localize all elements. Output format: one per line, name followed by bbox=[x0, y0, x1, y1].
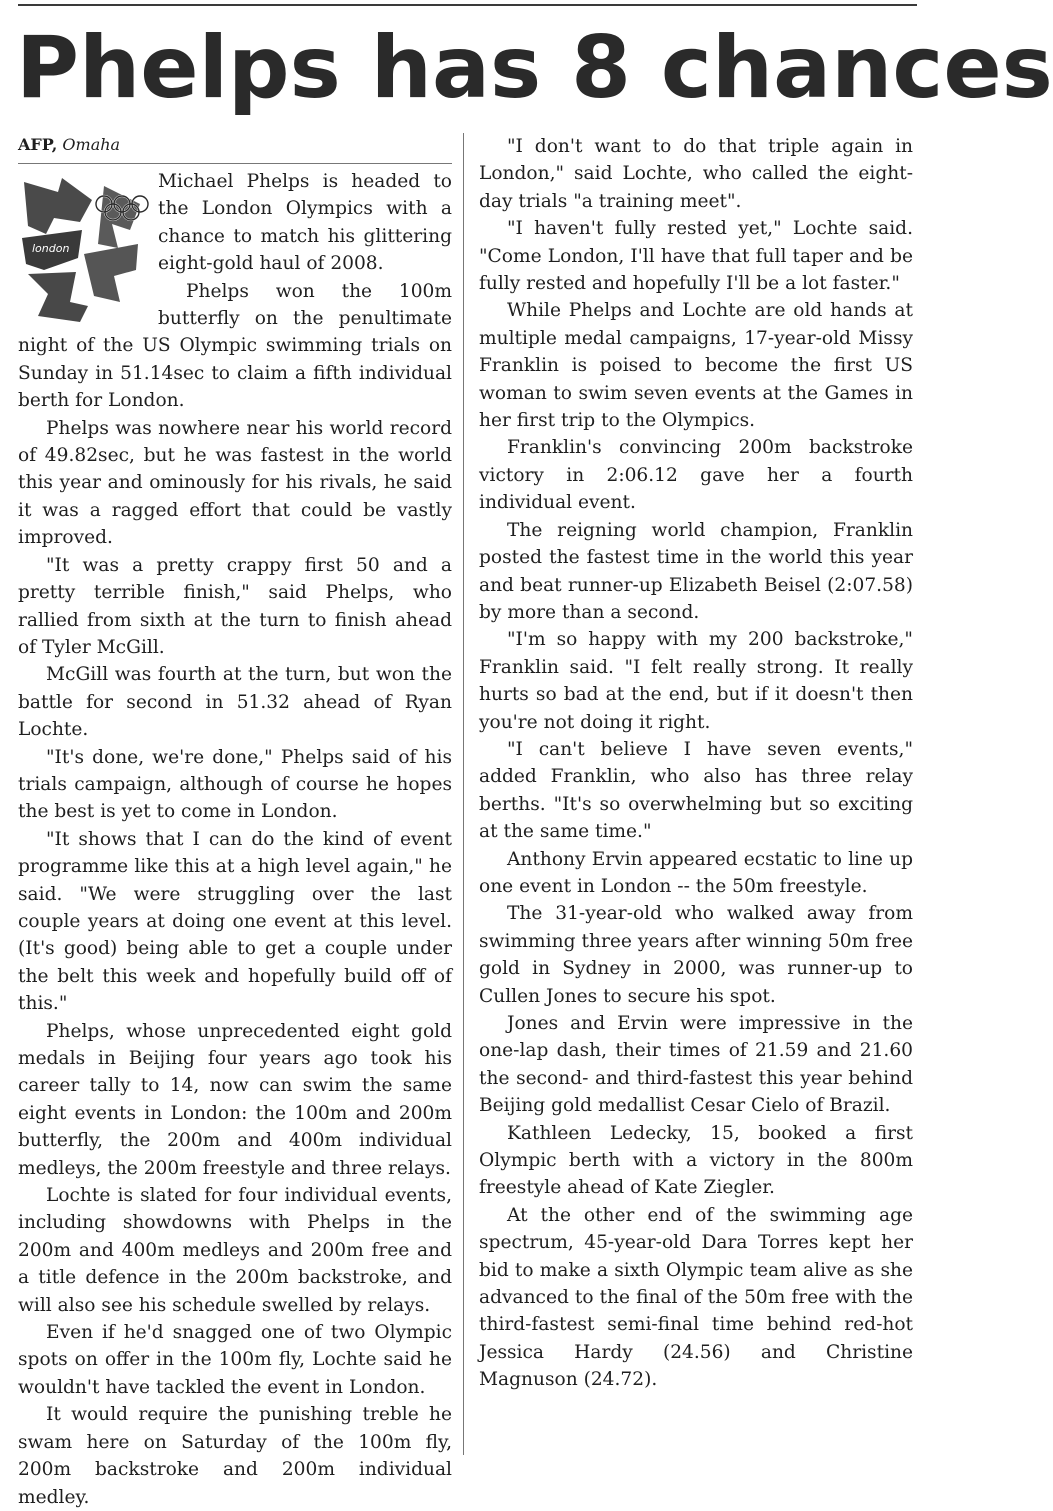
paragraph: Phelps was nowhere near his world record of 49.82sec, but he was fastest in the world this year and ominously for his rivals, he said it was a ragged effort that could be vastly improved. bbox=[18, 417, 452, 549]
paragraph: The 31-year-old who walked away from swimming three years after winning 50m free gold in Sydney in 2000, was runner-up to Cullen Jones to secure his spot. bbox=[479, 903, 913, 1007]
byline-rule bbox=[18, 163, 452, 164]
paragraph: "It was a pretty crappy first 50 and a pretty terrible finish," said Phelps, who rallied from sixth at the turn to finish ahead of Tyler McGill. bbox=[18, 554, 452, 658]
paragraph: "I can't believe I have seven events," added Franklin, who also has three relay berths. "It's so overwhelming but so exciting at the same time." bbox=[479, 738, 913, 843]
paragraph: It would require the punishing treble he swam here on Saturday of the 100m fly, 200m backstroke and 200m individual medley. bbox=[18, 1404, 452, 1508]
paragraph: "I don't want to do that triple again in London," said Lochte, who called the eight-day trials "a training meet". bbox=[479, 136, 913, 212]
paragraph: Anthony Ervin appeared ecstatic to line up one event in London -- the 50m freestyle. bbox=[479, 848, 913, 897]
paragraph: "I'm so happy with my 200 backstroke," Franklin said. "I felt really strong. It really hurts so bad at the end, but if it doesn't then you're not doing it right. bbox=[479, 629, 913, 733]
paragraph: Michael Phelps is headed to the London Olympics with a chance to match his glittering eight-gold haul of 2008. bbox=[158, 171, 452, 275]
left-column bbox=[18, 133, 452, 1511]
paragraph: McGill was fourth at the turn, but won the battle for second in 51.32 ahead of Ryan Lochte. bbox=[18, 664, 452, 741]
paragraph: The reigning world champion, Franklin posted the fastest time in the world this year and beat runner-up Elizabeth Beisel (2:07.58) by more than a second. bbox=[479, 519, 913, 623]
right-column bbox=[479, 133, 913, 1394]
paragraph: At the other end of the swimming age spectrum, 45-year-old Dara Torres kept her bid to make a sixth Olympic team alive as she advanced to the final of the 50m free with the third-fastest semi-final time behind red-hot Jessica Hardy (24.56) and Christine Magnuson (24.72). bbox=[479, 1204, 913, 1391]
logo-text: london bbox=[32, 242, 70, 255]
paragraph: While Phelps and Lochte are old hands at multiple medal campaigns, 17-year-old Missy Franklin is poised to become the first US woman to swim seven events at the Games in her first trip to the Olympics. bbox=[479, 300, 913, 432]
top-rule bbox=[18, 4, 917, 6]
byline-place: Omaha bbox=[62, 135, 121, 154]
paragraph: "I haven't fully rested yet," Lochte said. "Come London, I'll have that full taper and be fully rested and hopefully I'll be a lot faster." bbox=[479, 218, 913, 295]
column-divider bbox=[463, 133, 464, 1455]
paragraph: Lochte is slated for four individual events, including showdowns with Phelps in the 200m and 400m medleys and 200m free and a title defence in the 200m backstroke, and will also see his schedule swelled by relays. bbox=[18, 1185, 452, 1316]
london-2012-logo bbox=[18, 174, 146, 324]
paragraph: Phelps won the 100m butterfly on the penultimate night of the US Olympic swimming trials on Sunday in 51.14sec to claim a fifth individual berth for London. bbox=[18, 280, 452, 412]
paragraph: Jones and Ervin were impressive in the one-lap dash, their times of 21.59 and 21.60 the second- and third-fastest this year behind Beijing gold medallist Cesar Cielo of Brazil. bbox=[479, 1013, 913, 1117]
paragraph: "It shows that I can do the kind of event programme like this at a high level again," he said. "We were struggling over the last couple years at doing one event at this level. (It's good) being able to get a couple under the belt this week and hopefully build off of this." bbox=[18, 828, 452, 1015]
paragraph: Franklin's convincing 200m backstroke victory in 2:06.12 gave her a fourth individual event. bbox=[479, 437, 913, 514]
paragraph: Kathleen Ledecky, 15, booked a first Olympic berth with a victory in the 800m freestyle ahead of Kate Ziegler. bbox=[479, 1122, 913, 1199]
london-2012-logo-graphic bbox=[18, 174, 146, 324]
byline-agency: AFP, bbox=[18, 135, 58, 154]
paragraph: Even if he'd snagged one of two Olympic spots on offer in the 100m fly, Lochte said he wouldn't have tackled the event in London. bbox=[18, 1322, 452, 1398]
paragraph: Phelps, whose unprecedented eight gold medals in Beijing four years ago took his career tally to 14, now can swim the same eight events in London: the 100m and 200m butterfly, the 200m and 400m individual medleys, the 200m freestyle and three relays. bbox=[18, 1020, 452, 1179]
headline: Phelps has 8 chances bbox=[16, 18, 1053, 118]
byline bbox=[18, 133, 452, 157]
paragraph: "It's done, we're done," Phelps said of his trials campaign, although of course he hopes the best is yet to come in London. bbox=[18, 746, 452, 823]
